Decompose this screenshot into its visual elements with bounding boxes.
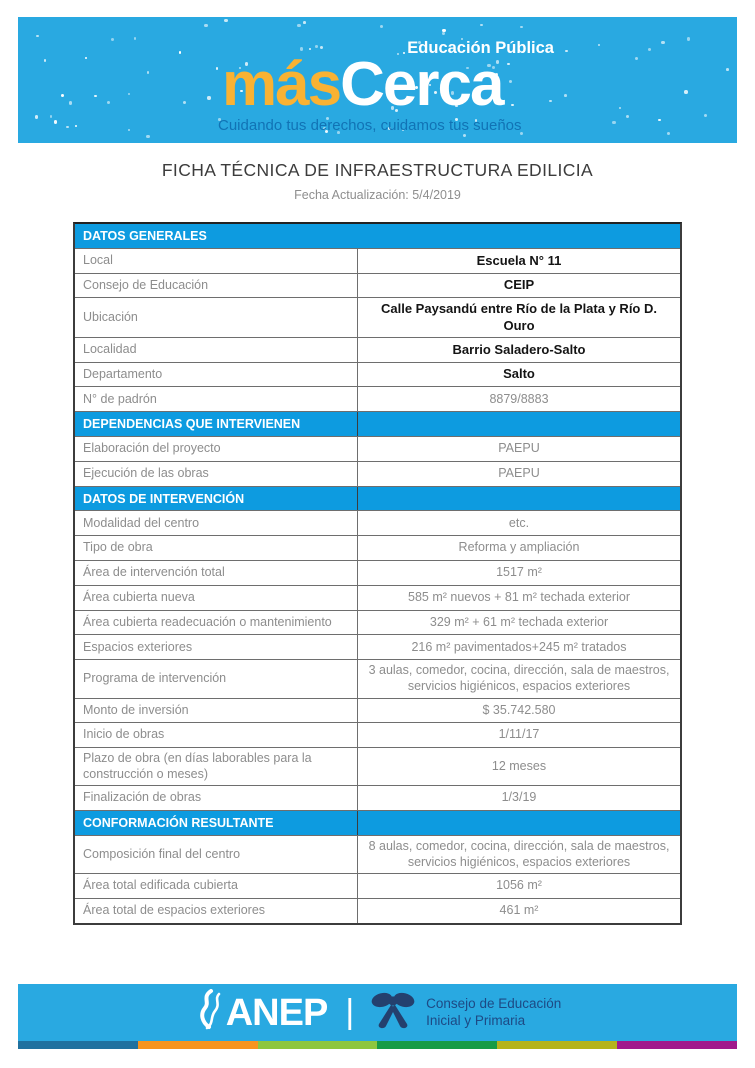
anep-flame-icon [194,989,224,1036]
table-row [75,873,680,898]
table-row [75,785,680,810]
council-line2: Inicial y Primaria [426,1012,526,1028]
row-value: Calle Paysandú entre Río de la Plata y Río D. Ouro [357,298,680,337]
row-label: Área cubierta readecuación o mantenimiento [83,614,332,629]
section-header-spacer [357,811,680,835]
update-date: Fecha Actualización: 5/4/2019 [294,188,461,202]
table-row [75,297,680,337]
row-label: Composición final del centro [83,846,241,861]
header-banner [18,17,737,143]
row-value: Reforma y ampliación [357,536,680,560]
row-value: 8 aulas, comedor, cocina, dirección, sala de maestros, servicios higiénicos, espacios exteriores [357,836,680,873]
section-header-label: DATOS GENERALES [83,228,207,243]
row-value: 3 aulas, comedor, cocina, dirección, sala de maestros, servicios higiénicos, espacios exteriores [357,660,680,697]
row-label: Tipo de obra [83,540,153,555]
bow-icon [370,989,416,1036]
table-row [75,248,680,273]
row-value: CEIP [357,274,680,298]
row-label: Departamento [83,366,163,381]
row-label: Ubicación [83,309,138,324]
stripe-segment [258,1041,378,1049]
table-row [75,386,680,411]
row-value: Escuela N° 11 [357,249,680,273]
section-header-label: DEPENDENCIAS QUE INTERVIENEN [83,417,301,432]
table-row [75,722,680,747]
row-label: Ejecución de las obras [83,465,209,480]
section-header-spacer [357,412,680,436]
council-line1: Consejo de Educación [426,995,562,1011]
table-row [75,461,680,486]
row-label: Área total edificada cubierta [83,878,238,893]
table-row [75,337,680,362]
footer-band [18,984,737,1041]
row-label: Modalidad del centro [83,515,200,530]
row-label: Monto de inversión [83,702,189,717]
row-value: 12 meses [357,748,680,785]
section-header-label: CONFORMACIÓN RESULTANTE [83,816,274,831]
logo-tagline: Cuidando tus derechos, cuidamos tus sueños [218,117,522,135]
section-header-label: DATOS DE INTERVENCIÓN [83,491,245,506]
table-row [75,835,680,873]
color-stripe [18,1041,737,1049]
row-value: 461 m² [357,899,680,923]
page-title: FICHA TÉCNICA DE INFRAESTRUCTURA EDILICIA [161,160,594,180]
row-label: Área de intervención total [83,565,225,580]
logo-cerca: Cerca [340,50,503,119]
row-label: Espacios exteriores [83,639,193,654]
stripe-segment [138,1041,258,1049]
table-row [75,698,680,723]
section-header-spacer [357,224,680,248]
table-row [75,436,680,461]
stripe-segment [18,1041,138,1049]
table-row [75,535,680,560]
council-text [426,996,561,1030]
row-value: PAEPU [357,462,680,486]
table-row [75,362,680,387]
table-row [75,634,680,659]
row-label: N° de padrón [83,391,157,406]
stripe-segment [617,1041,737,1049]
row-value: 329 m² + 61 m² techada exterior [357,611,680,635]
table-row [75,610,680,635]
row-value: $ 35.742.580 [357,699,680,723]
stripe-segment [497,1041,617,1049]
anep-label: ANEP [225,991,328,1034]
ficha-table [73,222,682,925]
row-label: Área total de espacios exteriores [83,903,266,918]
row-value: 1/11/17 [357,723,680,747]
row-value: PAEPU [357,437,680,461]
row-value: Barrio Saladero-Salto [357,338,680,362]
footer-separator: | [345,992,355,1031]
row-value: 585 m² nuevos + 81 m² techada exterior [357,586,680,610]
logo-mas: más [222,50,341,119]
row-value: 1/3/19 [357,786,680,810]
anep-logo [194,989,328,1036]
table-row [75,898,680,923]
row-value: 1056 m² [357,874,680,898]
row-label: Plazo de obra (en días laborables para la construcción o meses) [83,751,312,781]
row-label: Elaboración del proyecto [83,441,221,456]
stripe-segment [377,1041,497,1049]
row-label: Local [83,252,113,267]
table-row [75,659,680,697]
row-label: Inicio de obras [83,727,165,742]
section-header-row [75,810,680,835]
row-label: Área cubierta nueva [83,589,195,604]
section-header-spacer [357,487,680,511]
row-label: Programa de intervención [83,671,227,686]
section-header-row [75,486,680,511]
table-row [75,585,680,610]
table-row [75,560,680,585]
table-row [75,747,680,785]
table-row [75,510,680,535]
section-header-row [75,224,680,248]
section-header-row [75,411,680,436]
logo-subtitle: Educación Pública [407,39,554,57]
logo-wordmark [222,50,522,119]
mascerca-logo [218,39,554,135]
row-value: 1517 m² [357,561,680,585]
table-row [75,273,680,298]
row-value: 8879/8883 [357,387,680,411]
row-value: etc. [357,511,680,535]
row-value: 216 m² pavimentados+245 m² tratados [357,635,680,659]
row-label: Localidad [83,341,137,356]
row-label: Consejo de Educación [83,277,209,292]
row-value: Salto [357,363,680,387]
row-label: Finalización de obras [83,790,202,805]
